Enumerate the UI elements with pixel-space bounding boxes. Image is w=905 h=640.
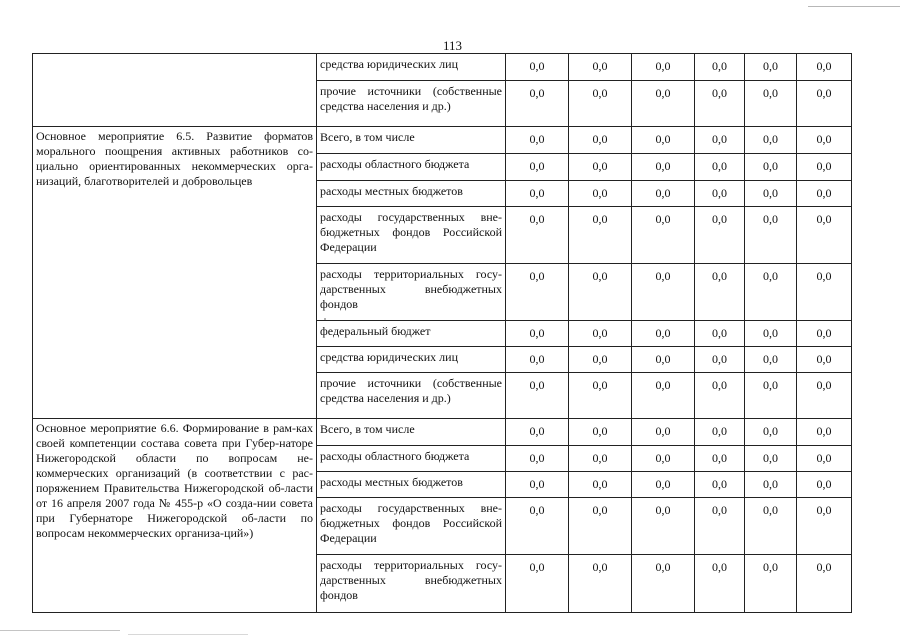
year-value-2: 0,0 [569, 127, 632, 154]
year-value-2: 0,0 [569, 81, 632, 127]
year-value-6: 0,0 [797, 207, 852, 264]
year-value-2: 0,0 [569, 419, 632, 446]
year-value-2: 0,0 [569, 264, 632, 321]
year-value-4: 0,0 [695, 472, 745, 498]
year-value-4: 0,0 [695, 127, 745, 154]
table-row [33, 419, 852, 446]
year-value-5: 0,0 [745, 321, 797, 347]
page-number: 113 [442, 38, 463, 53]
year-value-5: 0,0 [745, 54, 797, 81]
year-value-4: 0,0 [695, 207, 745, 264]
year-value-5: 0,0 [745, 264, 797, 321]
year-value-6: 0,0 [797, 81, 852, 127]
year-value-4: 0,0 [695, 498, 745, 555]
year-value-4: 0,0 [695, 181, 745, 207]
year-value-3: 0,0 [632, 446, 695, 472]
year-value-3: 0,0 [632, 373, 695, 419]
year-value-1: 0,0 [506, 498, 569, 555]
year-value-4: 0,0 [695, 373, 745, 419]
year-value-1: 0,0 [506, 264, 569, 321]
year-value-5: 0,0 [745, 347, 797, 373]
funding-table [32, 53, 852, 613]
year-value-3: 0,0 [632, 54, 695, 81]
year-value-5: 0,0 [745, 419, 797, 446]
year-value-1: 0,0 [506, 347, 569, 373]
year-value-2: 0,0 [569, 555, 632, 613]
year-value-5: 0,0 [745, 81, 797, 127]
year-value-6: 0,0 [797, 472, 852, 498]
year-value-1: 0,0 [506, 555, 569, 613]
year-value-3: 0,0 [632, 321, 695, 347]
event-description [33, 54, 317, 127]
funding-source: расходы государственных вне-бюджетных фондов Российской Федерации [317, 207, 506, 264]
funding-source: средства юридических лиц [317, 347, 506, 373]
year-value-6: 0,0 [797, 347, 852, 373]
funding-source: расходы местных бюджетов [317, 472, 506, 498]
year-value-3: 0,0 [632, 127, 695, 154]
table-row [33, 54, 852, 81]
year-value-5: 0,0 [745, 181, 797, 207]
year-value-4: 0,0 [695, 419, 745, 446]
year-value-4: 0,0 [695, 555, 745, 613]
funding-source: Всего, в том числе [317, 419, 506, 446]
year-value-2: 0,0 [569, 498, 632, 555]
year-value-6: 0,0 [797, 54, 852, 81]
year-value-3: 0,0 [632, 472, 695, 498]
year-value-1: 0,0 [506, 207, 569, 264]
year-value-1: 0,0 [506, 446, 569, 472]
year-value-1: 0,0 [506, 54, 569, 81]
year-value-3: 0,0 [632, 498, 695, 555]
scan-speck [324, 318, 326, 320]
year-value-1: 0,0 [506, 127, 569, 154]
year-value-6: 0,0 [797, 321, 852, 347]
year-value-1: 0,0 [506, 321, 569, 347]
year-value-5: 0,0 [745, 555, 797, 613]
year-value-4: 0,0 [695, 81, 745, 127]
year-value-5: 0,0 [745, 154, 797, 181]
year-value-5: 0,0 [745, 373, 797, 419]
funding-source: расходы областного бюджета [317, 446, 506, 472]
year-value-1: 0,0 [506, 181, 569, 207]
year-value-3: 0,0 [632, 419, 695, 446]
year-value-4: 0,0 [695, 264, 745, 321]
year-value-4: 0,0 [695, 446, 745, 472]
year-value-4: 0,0 [695, 54, 745, 81]
funding-source: федеральный бюджет [317, 321, 506, 347]
year-value-6: 0,0 [797, 127, 852, 154]
funding-source: расходы местных бюджетов [317, 181, 506, 207]
year-value-6: 0,0 [797, 419, 852, 446]
year-value-5: 0,0 [745, 498, 797, 555]
year-value-1: 0,0 [506, 373, 569, 419]
year-value-2: 0,0 [569, 154, 632, 181]
year-value-5: 0,0 [745, 472, 797, 498]
year-value-2: 0,0 [569, 446, 632, 472]
event-description: Основное мероприятие 6.6. Формирование в рам-ках своей компетенции состава совета при Губер-наторе Нижегородской области по вопросам не-коммерческих организаций (в соответствии с рас-поряжением Правительства Нижегородской об-ласти от 16 апреля 2007 года № 455-р «О созда-нии совета при Губернаторе Нижегородской об-ласти по вопросам некоммерческих организа-ций») [33, 419, 317, 613]
year-value-2: 0,0 [569, 347, 632, 373]
year-value-3: 0,0 [632, 347, 695, 373]
year-value-3: 0,0 [632, 81, 695, 127]
year-value-1: 0,0 [506, 154, 569, 181]
year-value-6: 0,0 [797, 373, 852, 419]
year-value-4: 0,0 [695, 321, 745, 347]
year-value-5: 0,0 [745, 446, 797, 472]
bottom-scan-line [0, 630, 120, 631]
year-value-2: 0,0 [569, 472, 632, 498]
year-value-5: 0,0 [745, 207, 797, 264]
funding-source: Всего, в том числе [317, 127, 506, 154]
funding-source: расходы государственных вне-бюджетных фондов Российской Федерации [317, 498, 506, 555]
year-value-6: 0,0 [797, 555, 852, 613]
bottom-scan-line [128, 634, 248, 635]
year-value-3: 0,0 [632, 264, 695, 321]
year-value-3: 0,0 [632, 555, 695, 613]
table-row [33, 127, 852, 154]
year-value-6: 0,0 [797, 446, 852, 472]
year-value-4: 0,0 [695, 154, 745, 181]
year-value-1: 0,0 [506, 419, 569, 446]
year-value-6: 0,0 [797, 154, 852, 181]
funding-source: прочие источники (собственные средства населения и др.) [317, 81, 506, 127]
year-value-2: 0,0 [569, 373, 632, 419]
top-scan-line [808, 6, 900, 7]
year-value-4: 0,0 [695, 347, 745, 373]
year-value-1: 0,0 [506, 472, 569, 498]
year-value-1: 0,0 [506, 81, 569, 127]
year-value-6: 0,0 [797, 498, 852, 555]
funding-source: расходы областного бюджета [317, 154, 506, 181]
year-value-2: 0,0 [569, 207, 632, 264]
funding-source: прочие источники (собственные средства населения и др.) [317, 373, 506, 419]
year-value-2: 0,0 [569, 54, 632, 81]
year-value-3: 0,0 [632, 154, 695, 181]
event-description: Основное мероприятие 6.5. Развитие форматов морального поощрения активных работников со-циально ориентированных некоммерческих орга-низаций, благотворителей и добровольцев [33, 127, 317, 419]
year-value-6: 0,0 [797, 264, 852, 321]
funding-source: средства юридических лиц [317, 54, 506, 81]
year-value-5: 0,0 [745, 127, 797, 154]
year-value-2: 0,0 [569, 321, 632, 347]
funding-source: расходы территориальных госу-дарственных внебюджетных фондов [317, 264, 506, 321]
year-value-6: 0,0 [797, 181, 852, 207]
year-value-2: 0,0 [569, 181, 632, 207]
funding-source: расходы территориальных госу-дарственных внебюджетных фондов [317, 555, 506, 613]
year-value-3: 0,0 [632, 181, 695, 207]
year-value-3: 0,0 [632, 207, 695, 264]
